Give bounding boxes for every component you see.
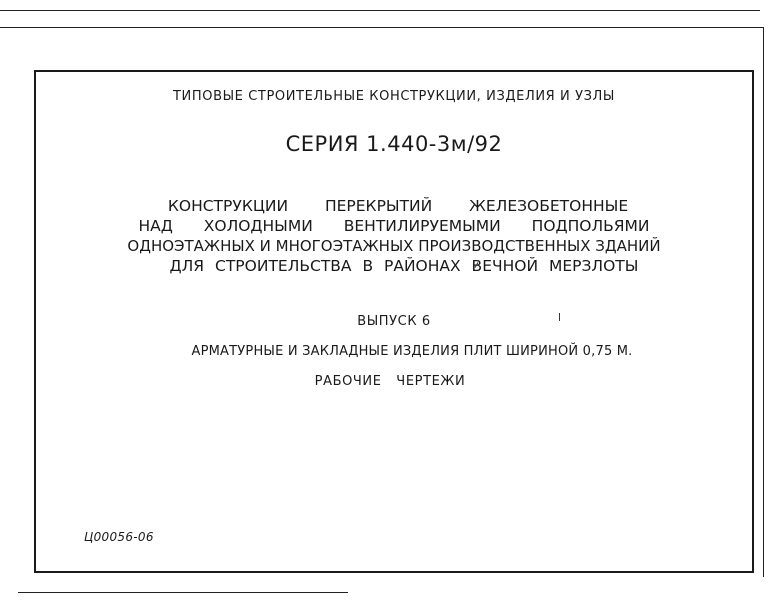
title-line-4: ДЛЯ СТРОИТЕЛЬСТВА В РАЙОНАХ ВЕЧНОЙ МЕРЗЛОТЫ — [169, 257, 639, 275]
standard-header: ТИПОВЫЕ СТРОИТЕЛЬНЫЕ КОНСТРУКЦИИ, ИЗДЕЛИЯ И УЗЛЫ — [173, 89, 615, 104]
issue-subtitle: АРМАТУРНЫЕ И ЗАКЛАДНЫЕ ИЗДЕЛИЯ ПЛИТ ШИРИНОЙ 0,75 М. — [191, 344, 633, 359]
drawing-sheet — [0, 27, 764, 577]
document-code: Ц00056-06 — [84, 530, 154, 544]
title-line-1: КОНСТРУКЦИИ ПЕРЕКРЫТИЙ ЖЕЛЕЗОБЕТОННЫЕ — [167, 197, 629, 215]
title-line-2: НАД ХОЛОДНЫМИ ВЕНТИЛИРУЕМЫМИ ПОДПОЛЬЯМИ — [138, 217, 650, 235]
issue-number: ВЫПУСК 6 — [357, 314, 431, 329]
title-frame — [34, 70, 754, 573]
top-edge-rule — [0, 10, 760, 11]
drawings-type: РАБОЧИЕ ЧЕРТЕЖИ — [314, 374, 466, 389]
title-line-3: ОДНОЭТАЖНЫХ И МНОГОЭТАЖНЫХ ПРОИЗВОДСТВЕННЫХ ЗДАНИЙ — [127, 237, 661, 255]
series-number: СЕРИЯ 1.440-3м/92 — [285, 132, 503, 156]
bottom-edge-rule — [18, 592, 348, 593]
handwritten-accent-mark — [559, 313, 560, 321]
